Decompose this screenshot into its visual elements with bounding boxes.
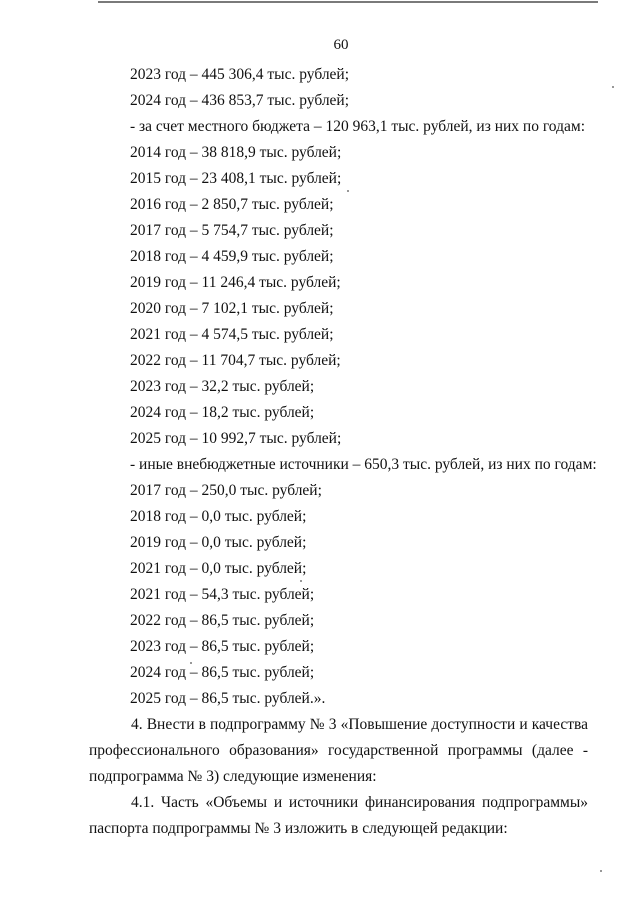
list-item: 2018 год – 4 459,9 тыс. рублей; bbox=[130, 248, 334, 265]
list-item: 2023 год – 86,5 тыс. рублей; bbox=[130, 638, 315, 655]
list-item: 2025 год – 86,5 тыс. рублей.». bbox=[130, 690, 326, 707]
list-item: 2021 год – 4 574,5 тыс. рублей; bbox=[130, 326, 334, 343]
list-item: 2024 год – 86,5 тыс. рублей; bbox=[130, 664, 315, 681]
scan-speck bbox=[300, 580, 302, 582]
scan-speck bbox=[612, 86, 614, 88]
list-item: 2023 год – 445 306,4 тыс. рублей; bbox=[130, 66, 350, 83]
paragraph-item-4 bbox=[89, 712, 588, 790]
list-item: 2014 год – 38 818,9 тыс. рублей; bbox=[130, 144, 342, 161]
list-item: 2015 год – 23 408,1 тыс. рублей; bbox=[130, 170, 342, 187]
paragraph-text: 4.1. Часть «Объемы и источники финансирования подпрограммы» паспорта подпрограммы № 3 изложить в следующей редакции: bbox=[89, 794, 588, 837]
list-item: 2021 год – 54,3 тыс. рублей; bbox=[130, 586, 315, 603]
list-item: 2024 год – 18,2 тыс. рублей; bbox=[130, 404, 315, 421]
page-number: 60 bbox=[333, 37, 349, 53]
scan-speck bbox=[600, 870, 602, 872]
top-border-line bbox=[98, 1, 598, 3]
list-item: 2020 год – 7 102,1 тыс. рублей; bbox=[130, 300, 334, 317]
scan-speck bbox=[347, 190, 349, 192]
list-item: 2017 год – 5 754,7 тыс. рублей; bbox=[130, 222, 334, 239]
list-item: 2023 год – 32,2 тыс. рублей; bbox=[130, 378, 315, 395]
list-item: 2024 год – 436 853,7 тыс. рублей; bbox=[130, 92, 350, 109]
paragraph-item-4-1 bbox=[89, 790, 588, 842]
funding-list bbox=[130, 65, 597, 715]
list-item: 2017 год – 250,0 тыс. рублей; bbox=[130, 482, 322, 499]
list-item: 2016 год – 2 850,7 тыс. рублей; bbox=[130, 196, 334, 213]
list-item: - иные внебюджетные источники – 650,3 тыс. рублей, из них по годам: bbox=[130, 456, 597, 473]
list-item: 2021 год – 0,0 тыс. рублей; bbox=[130, 560, 307, 577]
list-item: - за счет местного бюджета – 120 963,1 тыс. рублей, из них по годам: bbox=[130, 118, 585, 135]
list-item: 2019 год – 0,0 тыс. рублей; bbox=[130, 534, 307, 551]
list-item: 2018 год – 0,0 тыс. рублей; bbox=[130, 508, 307, 525]
list-item: 2022 год – 11 704,7 тыс. рублей; bbox=[130, 352, 341, 369]
paragraph-text: 4. Внести в подпрограмму № 3 «Повышение доступности и качества профессионального образования» государственной программы (далее - подпрограмма № 3) следующие изменения: bbox=[89, 716, 588, 785]
list-item: 2019 год – 11 246,4 тыс. рублей; bbox=[130, 274, 341, 291]
list-item: 2022 год – 86,5 тыс. рублей; bbox=[130, 612, 315, 629]
list-item: 2025 год – 10 992,7 тыс. рублей; bbox=[130, 430, 342, 447]
scan-speck bbox=[190, 662, 192, 664]
